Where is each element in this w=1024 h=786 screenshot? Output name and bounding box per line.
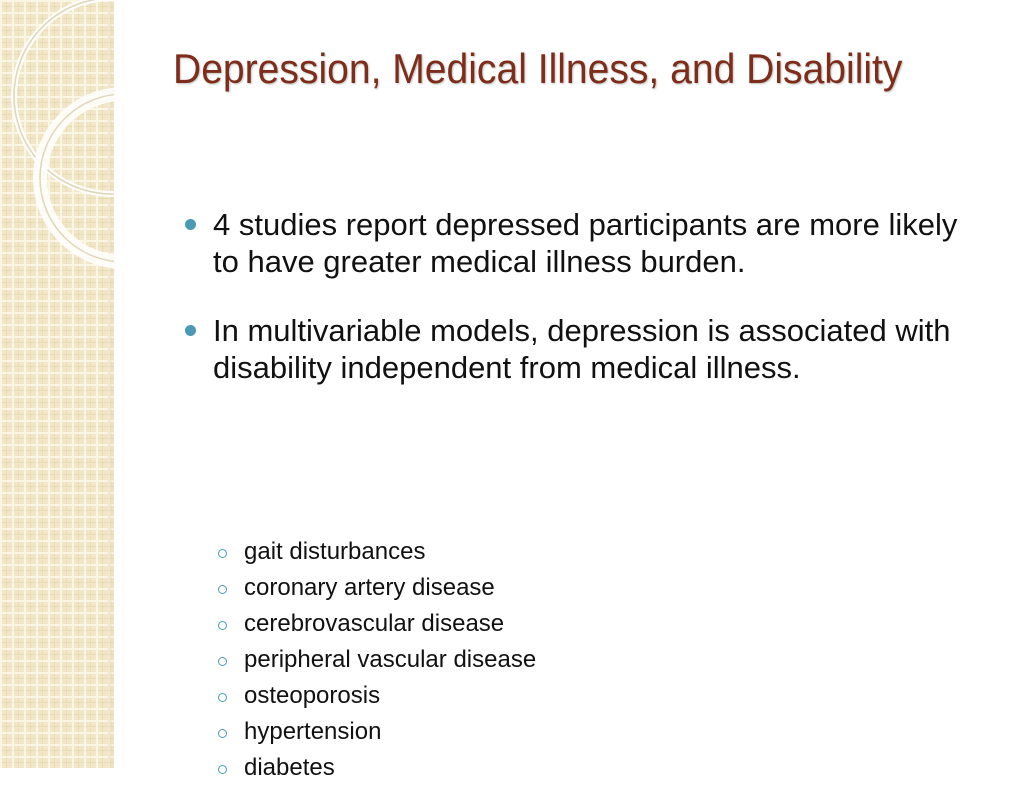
sub-bullet-text: cerebrovascular disease — [244, 610, 505, 637]
sub-bullet-item — [218, 570, 918, 606]
ring-bullet-icon — [218, 549, 227, 558]
bullet-item — [185, 312, 985, 386]
sub-bullet-item — [218, 678, 918, 714]
slide-title: Depression, Medical Illness, and Disability — [173, 45, 903, 92]
ring-bullet-icon — [218, 765, 227, 774]
sub-bullet-list — [218, 534, 918, 786]
bullet-dot-icon — [185, 325, 196, 336]
sub-bullet-item — [218, 606, 918, 642]
sub-bullet-text: hypertension — [244, 718, 382, 745]
sub-bullet-text: osteoporosis — [244, 682, 381, 709]
sub-bullet-text: gait disturbances — [244, 538, 426, 565]
sub-bullet-item — [218, 714, 918, 750]
bullet-text: In multivariable models, depression is associated with disability independent from medical illness. — [213, 313, 951, 385]
decorative-rings — [0, 0, 114, 768]
sub-bullet-text: peripheral vascular disease — [244, 646, 537, 673]
bullet-item — [185, 206, 985, 280]
sub-bullet-text: diabetes — [244, 754, 335, 781]
sub-bullet-item — [218, 642, 918, 678]
bullet-dot-icon — [185, 219, 196, 230]
ring-bullet-icon — [218, 693, 227, 702]
ring-bullet-icon — [218, 621, 227, 630]
ring-bullet-icon — [218, 729, 227, 738]
ring-bullet-icon — [218, 657, 227, 666]
ring-bullet-icon — [218, 585, 227, 594]
sub-bullet-item — [218, 750, 918, 786]
main-bullet-list — [185, 206, 985, 418]
sub-bullet-text: coronary artery disease — [244, 574, 495, 601]
sub-bullet-item — [218, 534, 918, 570]
bullet-text: 4 studies report depressed participants are more likely to have greater medical illness burden. — [213, 207, 958, 279]
